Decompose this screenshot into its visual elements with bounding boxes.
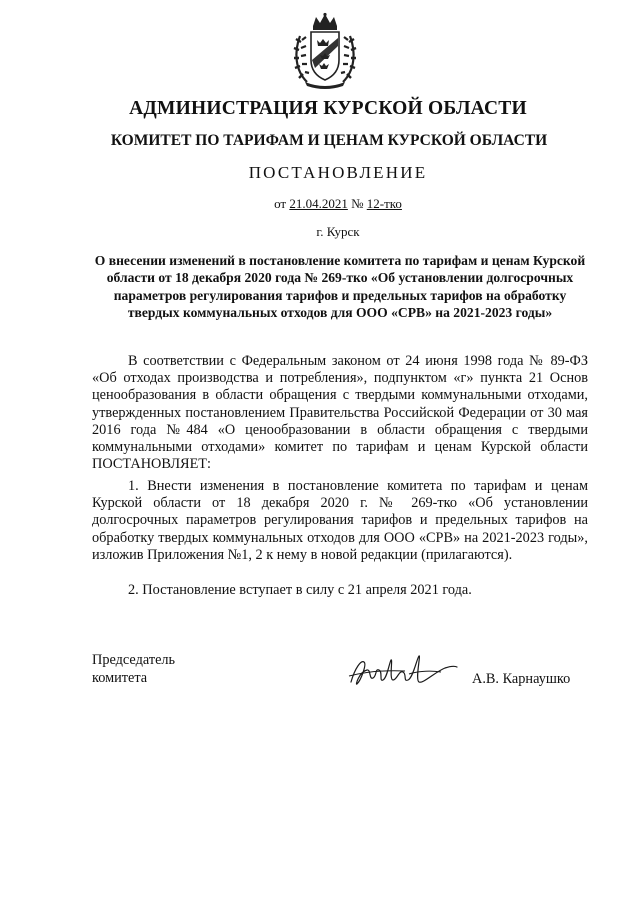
document-date: 21.04.2021 — [289, 196, 348, 211]
date-number-line — [18, 196, 640, 212]
signer-position — [92, 651, 175, 687]
document-type: ПОСТАНОВЛЕНИЕ — [248, 163, 428, 182]
document-number: 12-тко — [366, 196, 402, 211]
signer-position-line-2: комитета — [92, 670, 148, 686]
body-paragraph-3: 2. Постановление вступает в силу с 21 апреля 2021 года. — [128, 582, 472, 598]
kursk-coat-of-arms-icon — [291, 12, 359, 90]
city: г. Курск — [316, 224, 360, 239]
body-paragraph-2: 1. Внести изменения в постановление комитета по тарифам и ценам Курской области от 18 декабря 2020 г. № 269-тко «Об установлении долгосрочных параметров регулирования тарифов и предельных тарифов на обработку твердых коммунальных отходов для ООО «СРВ» на 2021-2023 годы», изложив Приложения №1, 2 к нему в новой редакции (прилагаются). — [92, 478, 588, 563]
handwritten-signature-icon — [345, 650, 460, 695]
organization-title: АДМИНИСТРАЦИЯ КУРСКОЙ ОБЛАСТИ — [129, 98, 527, 119]
number-prefix: № — [347, 196, 367, 211]
body-paragraph-1: В соответствии с Федеральным законом от 24 июня 1998 года № 89-ФЗ «Об отходах производства и потребления», подпунктом «г» пункта 21 Основ ценообразования в области обращения с твердыми коммунальными отходами, утвержденных постановлением Правительства Российской Федерации от 30 мая 2016 года №484 «О ценообразовании в области обращения с твердыми коммунальными отходами» комитет по тарифам и ценам Курской области ПОСТАНОВЛЯЕТ: — [92, 353, 588, 473]
committee-title: КОМИТЕТ ПО ТАРИФАМ И ЦЕНАМ КУРСКОЙ ОБЛАСТИ — [110, 132, 548, 149]
date-prefix: от — [274, 196, 290, 211]
signer-position-line-1: Председатель — [92, 652, 176, 668]
document-heading: О внесении изменений в постановление комитета по тарифам и ценам Курской области от 18 декабря 2020 года № 269-тко «Об установлении долгосрочных параметров регулирования тарифов и предельных тарифов на обработку твердых коммунальных отходов для ООО «СРВ» на 2021-2023 годы» — [94, 253, 586, 321]
signer-name: А.В. Карнаушко — [472, 671, 571, 687]
